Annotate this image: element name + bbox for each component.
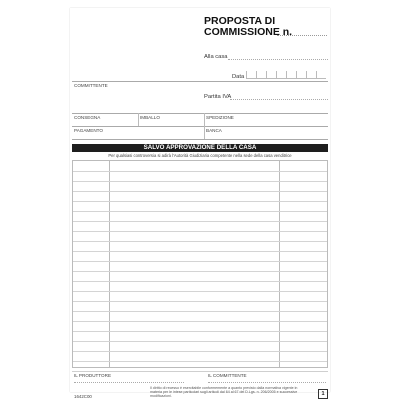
- spedizione-label: SPEDIZIONE: [206, 115, 234, 120]
- partita-iva-label: Partita IVA: [204, 94, 232, 100]
- data-label: Data: [232, 74, 245, 80]
- table-row: [73, 201, 327, 202]
- committente-label: COMMITTENTE: [74, 83, 108, 88]
- table-row: [73, 221, 327, 222]
- pagamento-bottom-rule: [72, 139, 328, 140]
- commission-form-sheet: [70, 8, 330, 399]
- form-title-line2: COMMISSIONE n.: [204, 26, 293, 38]
- alla-casa-label: Alla casa: [204, 54, 228, 60]
- table-row: [73, 321, 327, 322]
- table-row: [73, 181, 327, 182]
- committente-rule: [72, 81, 328, 82]
- page-number-badge: 1: [318, 389, 328, 399]
- pagamento-label: PAGAMENTO: [74, 128, 103, 133]
- legal-footnote: Il diritto di recesso è esercitabile conformemente a quanto previsto dalla normativa vigente in materia per le intese particolari sugli articoli dal 64 al 67 del D.Lgs. n. 206/2005 e successive modificazioni.: [150, 386, 298, 399]
- alla-casa-field[interactable]: [228, 59, 328, 60]
- divider: [138, 113, 139, 126]
- table-row: [73, 331, 327, 332]
- consegna-rule: [72, 113, 328, 114]
- form-code: 1642C00: [74, 394, 92, 399]
- table-row: [73, 191, 327, 192]
- consegna-label: CONSEGNA: [74, 115, 101, 120]
- pagamento-rule: [72, 126, 328, 127]
- table-row: [73, 281, 327, 282]
- table-row: [73, 261, 327, 262]
- table-row: [73, 361, 327, 362]
- approval-header-bar: SALVO APPROVAZIONE DELLA CASA: [72, 144, 328, 152]
- table-row: [73, 341, 327, 342]
- banca-label: BANCA: [206, 128, 222, 133]
- table-row: [73, 241, 327, 242]
- committente-signature-field[interactable]: [208, 382, 326, 383]
- commission-number-field[interactable]: [277, 35, 327, 36]
- table-row: [73, 231, 327, 232]
- table-row: [73, 301, 327, 302]
- signature-rule: [72, 371, 328, 372]
- table-row: [73, 211, 327, 212]
- table-row: [73, 291, 327, 292]
- table-row: [73, 171, 327, 172]
- committente-signature-label: IL COMMITTENTE: [208, 373, 247, 378]
- imballo-label: IMBALLO: [140, 115, 160, 120]
- table-row: [73, 251, 327, 252]
- produttore-label: IL PRODUTTORE: [74, 373, 112, 378]
- table-row: [73, 271, 327, 272]
- table-row: [73, 311, 327, 312]
- partita-iva-field[interactable]: [230, 99, 328, 100]
- items-table[interactable]: [72, 160, 328, 368]
- produttore-signature-field[interactable]: [74, 382, 184, 383]
- divider: [204, 113, 205, 126]
- form-title-line1: PROPOSTA DI: [204, 15, 276, 27]
- date-field[interactable]: [246, 71, 326, 79]
- divider: [204, 126, 205, 139]
- jurisdiction-note: Per qualsiasi controversia si adirà l'Autorità Giudiziaria competente nella sede della casa venditrice: [108, 153, 292, 158]
- table-row: [73, 351, 327, 352]
